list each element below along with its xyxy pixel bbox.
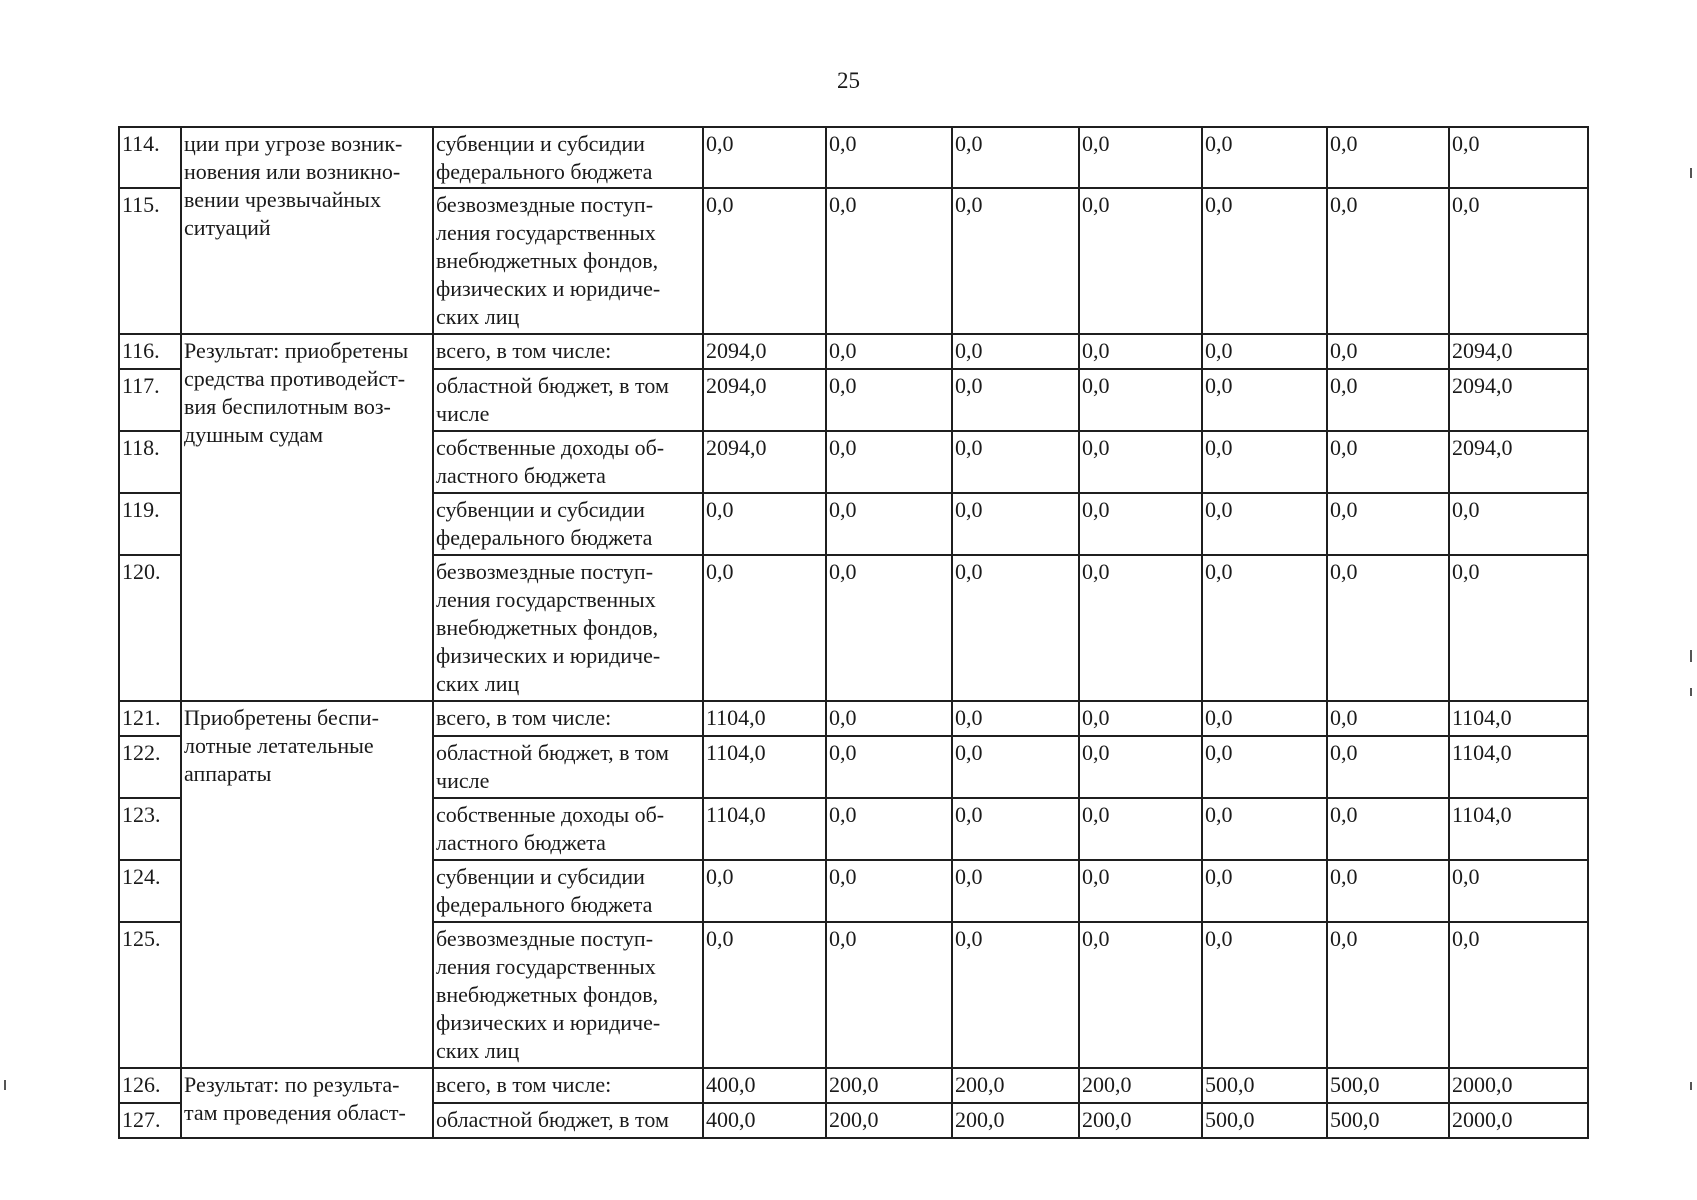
row-number: 117. (119, 369, 181, 431)
value-year: 0,0 (826, 334, 952, 369)
value-year: 0,0 (1327, 736, 1449, 798)
value-year: 0,0 (1327, 493, 1449, 555)
value-year: 0,0 (703, 860, 826, 922)
row-number: 120. (119, 555, 181, 701)
funding-source: субвенции и субсидии федерального бюджета (433, 127, 703, 188)
value-year: 0,0 (1327, 127, 1449, 188)
value-total: 2094,0 (1449, 369, 1588, 431)
measure-name: Приобретены беспи-лотные летательные аппараты (181, 701, 433, 1068)
value-year: 0,0 (1327, 701, 1449, 736)
value-year: 0,0 (1202, 736, 1327, 798)
value-year: 0,0 (1079, 188, 1202, 334)
value-year: 0,0 (952, 736, 1079, 798)
value-total: 0,0 (1449, 922, 1588, 1068)
value-year: 0,0 (1079, 493, 1202, 555)
value-year: 2094,0 (703, 369, 826, 431)
value-year: 0,0 (1202, 127, 1327, 188)
value-year: 0,0 (1079, 922, 1202, 1068)
row-number: 119. (119, 493, 181, 555)
row-number: 122. (119, 736, 181, 798)
value-year: 0,0 (1327, 555, 1449, 701)
value-year: 500,0 (1202, 1103, 1327, 1138)
value-year: 0,0 (952, 188, 1079, 334)
value-year: 0,0 (952, 334, 1079, 369)
row-number: 118. (119, 431, 181, 493)
value-year: 500,0 (1202, 1068, 1327, 1103)
value-year: 0,0 (1327, 922, 1449, 1068)
value-year: 0,0 (952, 555, 1079, 701)
value-year: 200,0 (952, 1068, 1079, 1103)
value-year: 1104,0 (703, 701, 826, 736)
value-year: 0,0 (826, 555, 952, 701)
value-year: 0,0 (1079, 369, 1202, 431)
value-year: 0,0 (1079, 736, 1202, 798)
value-year: 200,0 (1079, 1103, 1202, 1138)
value-year: 0,0 (826, 701, 952, 736)
row-number: 123. (119, 798, 181, 860)
value-year: 1104,0 (703, 736, 826, 798)
value-year: 200,0 (952, 1103, 1079, 1138)
value-year: 0,0 (1327, 369, 1449, 431)
value-year: 0,0 (952, 369, 1079, 431)
funding-source: всего, в том числе: (433, 1068, 703, 1103)
value-year: 0,0 (952, 493, 1079, 555)
value-year: 0,0 (1202, 798, 1327, 860)
value-total: 0,0 (1449, 493, 1588, 555)
value-year: 0,0 (826, 736, 952, 798)
row-number: 126. (119, 1068, 181, 1103)
funding-source: субвенции и субсидии федерального бюджета (433, 860, 703, 922)
value-year: 0,0 (1327, 798, 1449, 860)
funding-source: собственные доходы об-ластного бюджета (433, 431, 703, 493)
value-total: 2000,0 (1449, 1068, 1588, 1103)
value-total: 1104,0 (1449, 701, 1588, 736)
value-year: 0,0 (826, 127, 952, 188)
value-year: 0,0 (1202, 431, 1327, 493)
value-year: 0,0 (1079, 127, 1202, 188)
funding-source: областной бюджет, в том (433, 1103, 703, 1138)
value-year: 0,0 (1079, 860, 1202, 922)
value-total: 1104,0 (1449, 798, 1588, 860)
value-year: 0,0 (1079, 798, 1202, 860)
value-year: 0,0 (952, 798, 1079, 860)
value-year: 0,0 (1327, 431, 1449, 493)
value-year: 0,0 (826, 431, 952, 493)
value-year: 500,0 (1327, 1068, 1449, 1103)
value-year: 0,0 (1202, 188, 1327, 334)
table-row (119, 1068, 1588, 1103)
value-total: 2094,0 (1449, 431, 1588, 493)
value-year: 400,0 (703, 1103, 826, 1138)
row-number: 114. (119, 127, 181, 188)
value-year: 0,0 (826, 493, 952, 555)
value-year: 0,0 (826, 860, 952, 922)
scan-edge-mark (4, 1080, 6, 1090)
value-year: 0,0 (703, 922, 826, 1068)
value-year: 0,0 (703, 493, 826, 555)
table-row (119, 334, 1588, 369)
funding-source: субвенции и субсидии федерального бюджета (433, 493, 703, 555)
value-total: 0,0 (1449, 188, 1588, 334)
scan-edge-mark (1690, 650, 1692, 662)
value-total: 2000,0 (1449, 1103, 1588, 1138)
value-year: 0,0 (952, 127, 1079, 188)
page-number: 25 (837, 68, 860, 93)
value-year: 200,0 (826, 1103, 952, 1138)
value-year: 1104,0 (703, 798, 826, 860)
value-year: 0,0 (1079, 431, 1202, 493)
measure-name: ции при угрозе возник-новения или возникно-вении чрезвычайных ситуаций (181, 127, 433, 334)
value-year: 0,0 (1202, 334, 1327, 369)
table-row (119, 127, 1588, 188)
scan-edge-mark (1690, 168, 1692, 178)
value-year: 0,0 (1327, 334, 1449, 369)
value-year: 0,0 (1202, 860, 1327, 922)
value-year: 0,0 (1202, 922, 1327, 1068)
value-year: 0,0 (1202, 701, 1327, 736)
value-year: 500,0 (1327, 1103, 1449, 1138)
value-year: 0,0 (1079, 701, 1202, 736)
value-year: 0,0 (1079, 334, 1202, 369)
value-year: 0,0 (1327, 860, 1449, 922)
value-year: 0,0 (826, 369, 952, 431)
value-year: 200,0 (1079, 1068, 1202, 1103)
budget-table (118, 126, 1589, 1139)
value-total: 0,0 (1449, 860, 1588, 922)
value-year: 0,0 (826, 798, 952, 860)
value-year: 2094,0 (703, 334, 826, 369)
value-year: 0,0 (1202, 555, 1327, 701)
funding-source: безвозмездные поступ-ления государственных внебюджетных фондов, физических и юридиче-ских лиц (433, 922, 703, 1068)
value-year: 0,0 (1202, 369, 1327, 431)
table-row (119, 701, 1588, 736)
funding-source: безвозмездные поступ-ления государственных внебюджетных фондов, физических и юридиче-ских лиц (433, 188, 703, 334)
value-year: 0,0 (952, 860, 1079, 922)
value-total: 0,0 (1449, 127, 1588, 188)
measure-name: Результат: приобретены средства противодейст-вия беспилотным воз-душным судам (181, 334, 433, 701)
value-year: 0,0 (952, 701, 1079, 736)
funding-source: собственные доходы об-ластного бюджета (433, 798, 703, 860)
row-number: 127. (119, 1103, 181, 1138)
scan-edge-mark (1690, 688, 1692, 696)
row-number: 115. (119, 188, 181, 334)
value-year: 0,0 (703, 555, 826, 701)
value-year: 0,0 (952, 431, 1079, 493)
value-total: 2094,0 (1449, 334, 1588, 369)
value-year: 0,0 (826, 922, 952, 1068)
row-number: 125. (119, 922, 181, 1068)
row-number: 124. (119, 860, 181, 922)
value-year: 0,0 (703, 188, 826, 334)
value-year: 0,0 (826, 188, 952, 334)
value-year: 2094,0 (703, 431, 826, 493)
funding-source: областной бюджет, в том числе (433, 369, 703, 431)
measure-name: Результат: по результа-там проведения област- (181, 1068, 433, 1138)
value-total: 0,0 (1449, 555, 1588, 701)
funding-source: областной бюджет, в том числе (433, 736, 703, 798)
value-year: 400,0 (703, 1068, 826, 1103)
funding-source: всего, в том числе: (433, 334, 703, 369)
value-total: 1104,0 (1449, 736, 1588, 798)
value-year: 0,0 (1327, 188, 1449, 334)
value-year: 0,0 (703, 127, 826, 188)
value-year: 0,0 (1202, 493, 1327, 555)
funding-source: безвозмездные поступ-ления государственных внебюджетных фондов, физических и юридиче-ских лиц (433, 555, 703, 701)
value-year: 200,0 (826, 1068, 952, 1103)
row-number: 116. (119, 334, 181, 369)
value-year: 0,0 (952, 922, 1079, 1068)
row-number: 121. (119, 701, 181, 736)
value-year: 0,0 (1079, 555, 1202, 701)
funding-source: всего, в том числе: (433, 701, 703, 736)
scan-edge-mark (1690, 1082, 1692, 1090)
